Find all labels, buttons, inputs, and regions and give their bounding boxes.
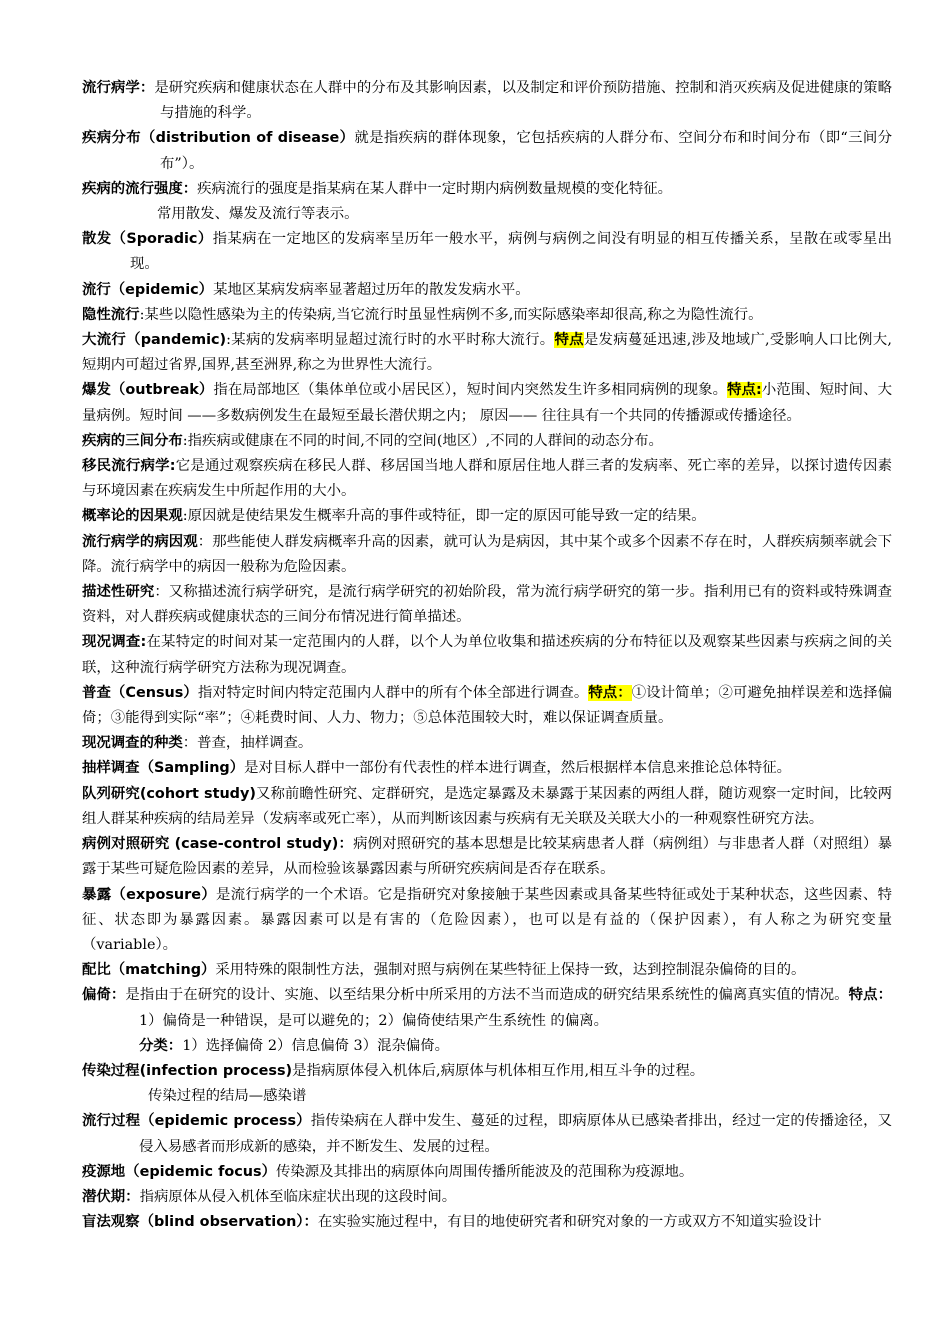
entry-descriptive-study [82,580,892,630]
entry-epidemiology [82,76,892,126]
term: 病例对照研究 (case-control study)： [82,836,354,853]
term: 抽样调查（Sampling） [82,760,245,777]
definition: 指传染病在人群中发生、蔓延的过程，即病原体从已感染者排出，经过一定的传播途径，又侵入易感者而形成新的感染，并不断发生、发展的过程。 [139,1113,892,1155]
term: 隐性流行 [82,306,140,323]
term: 流行病学： [82,80,155,96]
term: 现况调查的种类 [82,735,183,752]
definition: 是对目标人群中一部份有代表性的样本进行调查，然后根据样本信息来推论总体特征。 [244,760,791,777]
definition: 指某病在一定地区的发病率呈历年一般水平，病例与病例之间没有明显的相互传播关系，呈散在或零星出现。 [130,231,892,273]
definition: 指在局部地区（集体单位或小居民区），短时间内突然发生许多相同病例的现象。 [213,382,728,399]
entry-census [82,681,892,731]
entry-migrant-epidemiology [82,454,892,504]
definition: :原因就是使结果发生概率升高的事件或特征，即一定的原因可能导致一定的结果。 [182,508,706,525]
entry-distribution-of-disease [82,126,892,176]
definition: :某些以隐性感染为主的传染病,当它流行时虽显性病例不多,而实际感染率却很高,称之为隐性流行。 [139,306,763,323]
definition: ：那些能使人群发病概率升高的因素，就可认为是病因，其中某个或多个因素不存在时，人群疾病频率就会下降。流行病学中的病因一般称为危险因素。 [82,533,892,575]
entry-survey-types [82,731,892,756]
entry-three-distribution [82,429,892,454]
term: 偏倚： [82,987,126,1004]
term: 移民流行病学: [82,458,176,475]
term: 现况调查: [82,634,147,651]
term: 描述性研究 [82,584,155,601]
term: 爆发（outbreak） [82,382,214,399]
definition: ：普查，抽样调查。 [182,735,313,752]
entry-cohort-study [82,782,892,832]
definition: :指疾病或健康在不同的时间,不同的空间(地区）,不同的人群间的动态分布。 [182,432,663,449]
term: 潜伏期： [82,1188,140,1205]
entry-sampling [82,756,892,781]
classification-label: 分类： [139,1037,183,1054]
entry-infection-process [82,1059,892,1084]
term: 大流行（pandemic) [82,332,227,349]
term: 概率论的因果观 [82,508,183,525]
term: 疾病的三间分布 [82,432,183,449]
entry-epidemic-focus [82,1160,892,1185]
feature-label: 特点： [848,987,892,1004]
definition: 疾病流行的强度是指某病在某人群中一定时期内病例数量规模的变化特征。 [197,180,673,197]
classification-text: 1）选择偏倚 2）信息偏倚 3）混杂偏倚。 [182,1037,450,1054]
definition: 它是通过观察疾病在移民人群、移居国当地人群和原居住地人群三者的发病率、死亡率的差异，以探讨遗传因素与环境因素在疾病发生中所起作用的大小。 [82,458,892,500]
term: 流行（epidemic） [82,281,214,298]
term: 疾病分布（distribution of disease） [82,130,355,147]
entry-bias [82,983,892,1033]
definition: 是指病原体侵入机体后,病原体与机体相互作用,相互斗争的过程。 [292,1062,705,1079]
term: 普查（Census） [82,684,198,701]
definition: 指对特定时间内特定范围内人群中的所有个体全部进行调查。 [197,684,589,701]
entry-case-control [82,832,892,882]
term: 流行过程（epidemic process） [82,1113,311,1130]
definition-cont: 小范围、短时间、大量病例。短时间 ——多数病例发生在最短至最长潜伏期之内； 原因—— 往往具有一个共同的传播源或传播途径。 [82,382,892,424]
term: 传染过程(infection process) [82,1062,293,1079]
definition: 是研究疾病和健康状态在人群中的分布及其影响因素，以及制定和评价预防措施、控制和消灭疾病及促进健康的策略与措施的科学。 [154,80,892,122]
entry-infection-process-cont: 传染过程的结局—感染谱 [148,1088,307,1105]
definition: 采用特殊的限制性方法，强制对照与病例在某些特征上保持一致，达到控制混杂偏倚的目的。 [215,962,806,979]
highlight-feature: 特点： [588,684,632,701]
term: 队列研究(cohort study) [82,785,256,802]
term: 疫源地（epidemic focus） [82,1163,276,1180]
term: 疾病的流行强度： [82,180,198,197]
definition: 在实验实施过程中，有目的地使研究者和研究对象的一方或双方不知道实验设计 [317,1214,822,1231]
term: 散发（Sporadic） [82,231,213,248]
definition-cont: 是发病蔓延迅速,涉及地域广,受影响人口比例大, 短期内可超过省界,国界,甚至洲界,称之为世界性大流行。 [82,332,892,374]
definition: 病例对照研究的基本思想是比较某病患者人群（病例组）与非患者人群（对照组）暴露于某些可疑危险因素的差异，从而检验该暴露因素与所研究疾病间是否存在联系。 [82,836,892,878]
definition: 又称前瞻性研究、定群研究，是选定暴露及未暴露于某因素的两组人群，随访观察一定时间，比较两组人群某种疾病的结局差异（发病率或死亡率），从而判断该因素与疾病有无关联及关联大小的一种观察性研究方法。 [82,785,892,827]
highlight-feature: 特点 [554,332,584,349]
definition: 是指由于在研究的设计、实施、以至结果分析中所采用的方法不当而造成的研究结果系统性的偏离真实值的情况。 [125,987,849,1004]
entry-sporadic [82,227,892,277]
entry-matching [82,958,892,983]
definition: 传染源及其排出的病原体向周围传播所能波及的范围称为疫源地。 [275,1163,694,1180]
entry-outbreak [82,378,892,428]
term: 暴露（exposure） [82,886,217,903]
entry-etiology-view [82,530,892,580]
entry-incubation [82,1185,892,1210]
definition: :某病的发病率明显超过流行时的水平时称大流行。 [226,332,555,349]
term: 配比（matching） [82,962,216,979]
entry-epidemic-intensity-cont: 常用散发、爆发及流行等表示。 [157,206,359,223]
entry-hidden-epidemic [82,303,892,328]
entry-epidemic-process [82,1109,892,1159]
entry-bias-classification [82,1034,892,1059]
definition: 是流行病学的一个术语。它是指研究对象接触于某些因素或具备某些特征或处于某种状态，这些因素、特征、状态即为暴露因素。暴露因素可以是有害的（危险因素），也可以是有益的（保护因素），有人称之为研究变量（variable）。 [82,886,892,953]
entry-cross-sectional [82,630,892,680]
definition-cont: ①设计简单；②可避免抽样误差和选择偏倚；③能得到实际“率”；④耗费时间、人力、物力；⑤总体范围较大时，难以保证调查质量。 [82,684,892,727]
highlight-feature: 特点: [727,382,762,399]
definition: 某地区某病发病率显著超过历年的散发发病水平。 [213,281,530,298]
definition: ：又称描述流行病学研究，是流行病学研究的初始阶段，常为流行病学研究的第一步。指利用已有的资料或特殊调查资料，对人群疾病或健康状态的三间分布情况进行简单描述。 [82,584,892,626]
document-page [82,76,892,1235]
entry-pandemic [82,328,892,378]
entry-probability-causality [82,504,892,529]
definition: 就是指疾病的群体现象，它包括疾病的人群分布、空间分布和时间分布（即“三间分布”）。 [160,130,892,172]
entry-epidemic-intensity [82,177,892,202]
definition: 指病原体从侵入机体至临床症状出现的这段时间。 [139,1188,457,1205]
definition-cont: 1）偏倚是一种错误，是可以避免的；2）偏倚使结果产生系统性 的偏离。 [139,1012,608,1029]
term: 流行病学的病因观 [82,533,198,550]
term: 盲法观察（blind observation）： [82,1214,318,1231]
definition: 在某特定的时间对某一定范围内的人群，以个人为单位收集和描述疾病的分布特征以及观察某些因素与疾病之间的关联，这种流行病学研究方法称为现况调查。 [82,634,892,676]
entry-blind-observation [82,1210,892,1235]
entry-epidemic [82,278,892,303]
entry-exposure [82,883,892,959]
